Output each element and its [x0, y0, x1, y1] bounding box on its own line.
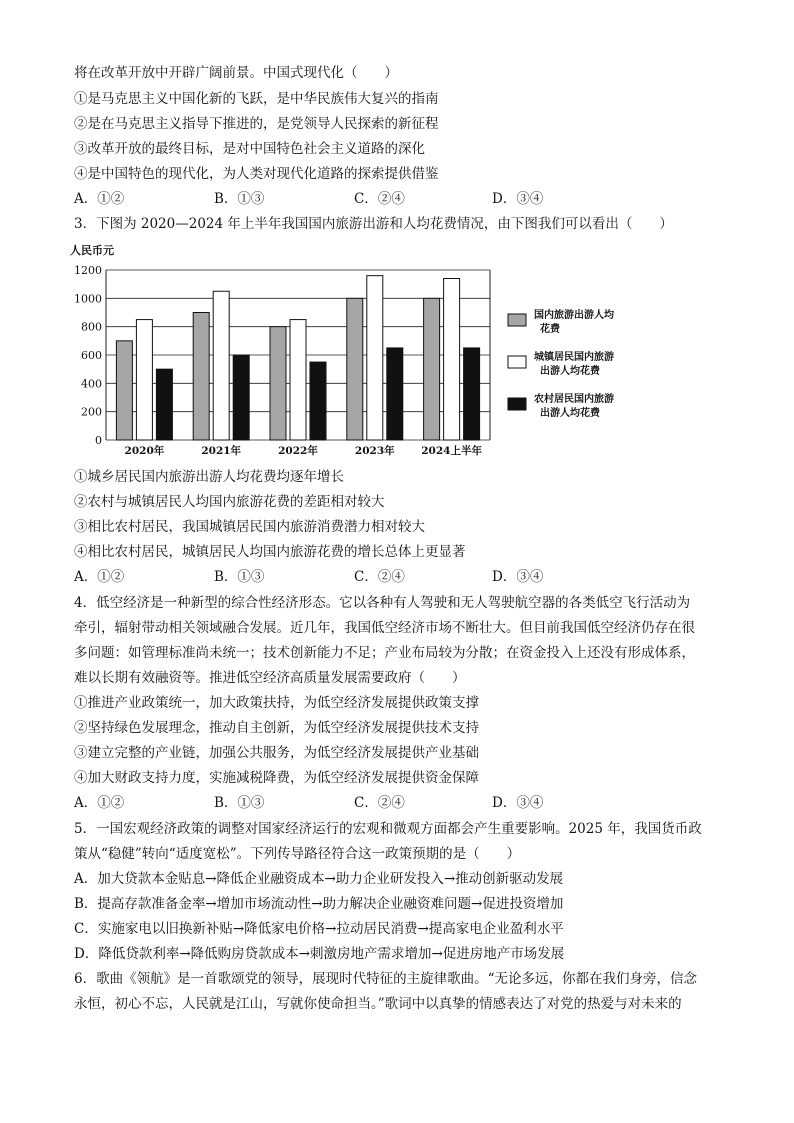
x-tick-label-4: 2023年: [354, 445, 395, 457]
q5-option-d[interactable]: D．降低贷款利率→降低购房贷款成本→刺激房地产需求增加→促进房地产市场发展: [74, 946, 565, 962]
q5-stem-line-1: 5．一国宏观经济政策的调整对国家经济运行的宏观和微观方面都会产生重要影响。2025 年，我国货币政: [74, 821, 702, 837]
q4-stem-line-4: 难以长期有效融资等。推进低空经济高质量发展需要政府（ ）: [74, 670, 466, 686]
q2-option-b[interactable]: B．①③: [214, 191, 265, 207]
bar-1-2: [193, 313, 209, 441]
q3-option-b[interactable]: B．①③: [214, 569, 265, 585]
q4-stem-line-3: 多问题：如管理标准尚未统一；技术创新能力不足；产业布局较为分散；在资金投入上还没有形成体系，: [74, 645, 695, 661]
bar-1-3: [270, 327, 286, 440]
legend-swatch-2: [508, 356, 526, 368]
q5-option-b[interactable]: B．提高存款准备金率→增加市场流动性→助力解决企业融资难问题→促进投资增加: [74, 896, 564, 912]
q3-item-1: ①城乡居民国内旅游出游人均花费均逐年增长: [74, 469, 344, 485]
y-tick-label-800: 800: [81, 320, 102, 334]
q3-item-2: ②农村与城镇居民人均国内旅游花费的差距相对较大: [74, 494, 385, 510]
bar-1-1: [116, 341, 132, 440]
legend-label-2: 城镇居民国内旅游出游人均花费: [534, 352, 614, 377]
y-tick-label-1000: 1000: [74, 292, 102, 306]
bar-3-1: [156, 369, 172, 440]
q6-stem-line-2: 永恒，初心不忘，人民就是江山，写就你使命担当。”歌词中以真挚的情感表达了对党的热爱与对未来的: [74, 996, 682, 1012]
q3-option-c[interactable]: C．②④: [354, 569, 405, 585]
q3-option-d[interactable]: D．③④: [492, 569, 544, 585]
bar-3-4: [387, 348, 403, 440]
x-tick-label-3: 2022年: [278, 445, 318, 457]
q5-option-c[interactable]: C．实施家电以旧换新补贴→降低家电价格→拉动居民消费→提高家电企业盈利水平: [74, 921, 564, 937]
q2-item-4: ④是中国特色的现代化，为人类对现代化道路的探索提供借鉴: [74, 166, 439, 182]
q3-item-4: ④相比农村居民，城镇居民人均国内旅游花费的增长总体上更显著: [74, 544, 466, 560]
q3-item-3: ③相比农村居民，我国城镇居民国内旅游消费潜力相对较大: [74, 519, 425, 535]
y-tick-label-1200: 1200: [74, 264, 102, 277]
q2-option-c[interactable]: C．②④: [354, 191, 405, 207]
bar-3-5: [464, 348, 480, 440]
q6-stem-line-1: 6．歌曲《领航》是一首歌颂党的领导，展现时代特征的主旋律歌曲。“无论多远，你都在我们身旁，信念: [74, 971, 697, 987]
bar-2-4: [367, 276, 383, 440]
q2-item-3: ③改革开放的最终目标，是对中国特色社会主义道路的深化: [74, 141, 425, 157]
bar-2-1: [136, 320, 152, 440]
bar-2-3: [290, 320, 306, 440]
q2-option-a[interactable]: A．①②: [74, 191, 125, 207]
q2-stem: 将在改革开放中开辟广阔前景。中国式现代化（ ）: [74, 65, 398, 81]
q4-item-3: ③建立完整的产业链，加强公共服务，为低空经济发展提供产业基础: [74, 745, 479, 761]
q4-option-a[interactable]: A．①②: [74, 795, 125, 811]
bar-3-3: [310, 362, 326, 440]
q5-option-a[interactable]: A．加大贷款本金贴息→降低企业融资成本→助力企业研发投入→推动创新驱动发展: [74, 871, 564, 887]
legend-swatch-1: [508, 314, 526, 326]
bar-2-5: [444, 279, 460, 441]
x-tick-label-1: 2020年: [124, 445, 165, 457]
x-tick-label-5: 2024上半年: [421, 445, 482, 457]
bar-1-4: [347, 298, 363, 440]
tourism-spending-chart: [70, 240, 650, 460]
y-tick-label-0: 0: [95, 434, 102, 447]
q4-stem-line-2: 牵引，辐射带动相关领域融合发展。近几年，我国低空经济市场不断壮大。但目前我国低空经济仍存在很: [74, 620, 695, 636]
q4-item-1: ①推进产业政策统一，加大政策扶持，为低空经济发展提供政策支撑: [74, 695, 479, 711]
y-tick-label-600: 600: [81, 349, 102, 362]
x-tick-label-2: 2021年: [201, 445, 242, 457]
legend-swatch-3: [508, 398, 526, 410]
y-tick-label-400: 400: [81, 377, 102, 391]
bar-2-2: [213, 291, 229, 440]
q4-item-2: ②坚持绿色发展理念，推动自主创新，为低空经济发展提供技术支持: [74, 720, 479, 736]
q2-option-d[interactable]: D．③④: [492, 191, 544, 207]
y-tick-label-200: 200: [81, 405, 102, 419]
q4-item-4: ④加大财政支持力度，实施减税降费，为低空经济发展提供资金保障: [74, 770, 479, 786]
q5-stem-line-2: 策从“稳健”转向“适度宽松”。下列传导路径符合这一政策预期的是（ ）: [74, 846, 521, 862]
legend-label-3: 农村居民国内旅游出游人均花费: [534, 394, 614, 419]
q3-stem: 3．下图为 2020—2024 年上半年我国国内旅游出游和人均花费情况，由下图我们可以看出（ ）: [74, 216, 673, 232]
bar-1-5: [424, 298, 440, 440]
q2-item-1: ①是马克思主义中国化新的飞跃，是中华民族伟大复兴的指南: [74, 91, 439, 107]
q4-stem-line-1: 4．低空经济是一种新型的综合性经济形态。它以各种有人驾驶和无人驾驶航空器的各类低空飞行活动为: [74, 595, 691, 611]
q3-option-a[interactable]: A．①②: [74, 569, 125, 585]
q2-item-2: ②是在马克思主义指导下推进的，是党领导人民探索的新征程: [74, 116, 439, 132]
q4-option-b[interactable]: B．①③: [214, 795, 265, 811]
q4-option-d[interactable]: D．③④: [492, 795, 544, 811]
q4-option-c[interactable]: C．②④: [354, 795, 405, 811]
legend-label-1: 国内旅游出游人均花费: [534, 310, 614, 335]
y-axis-label: 人民币元: [70, 244, 114, 257]
bar-3-2: [233, 355, 249, 440]
